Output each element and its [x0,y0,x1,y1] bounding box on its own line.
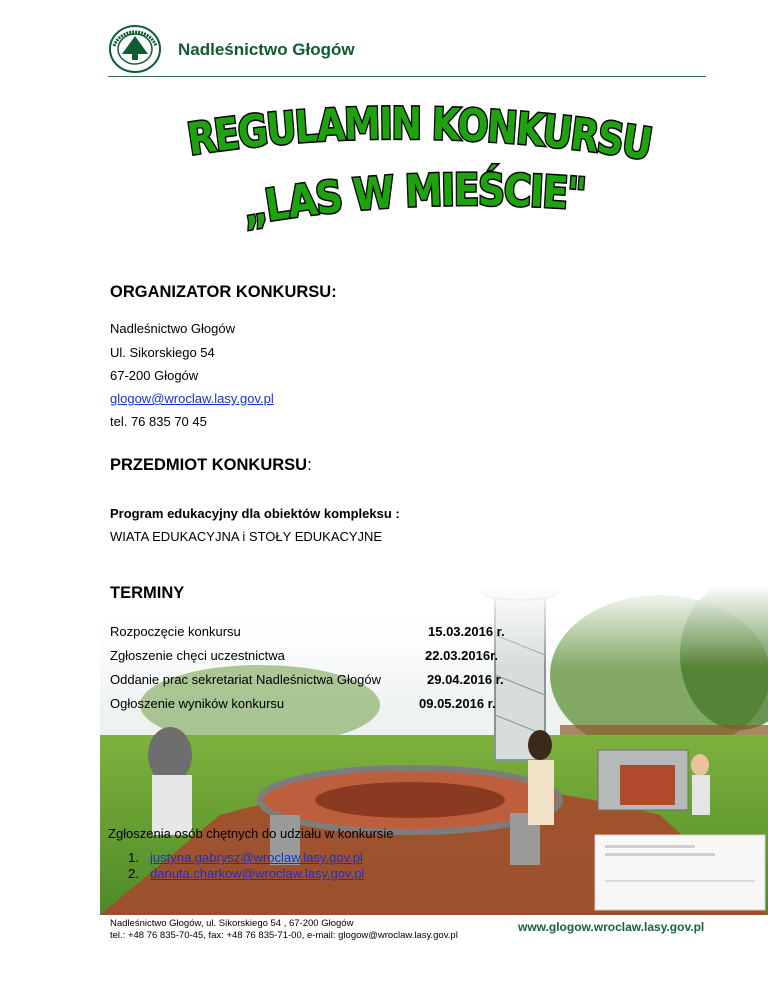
applications-intro: Zgłoszenia osób chętnych do udziału w konkursie [108,826,394,841]
footer-website-link[interactable]: www.glogow.wroclaw.lasy.gov.pl [518,920,705,934]
contact-email-link: justyna.gabrysz@wroclaw.lasy.gov.pl [150,850,363,865]
organizer-phone: tel. 76 835 70 45 [110,414,207,429]
term-label: Oddanie prac sekretariat Nadleśnictwa Głogów [110,672,381,687]
term-date: 22.03.2016r. [425,648,499,663]
footer-address-block [110,918,458,942]
document-title [150,90,670,260]
organizer-street: Ul. Sikorskiego 54 [110,345,215,360]
term-date: 09.05.2016 r. [419,696,496,711]
title-line-1: REGULAMIN KONKURSU [184,98,660,172]
lasy-panstwowe-logo-icon [108,24,162,74]
header-divider [108,76,706,77]
contact-list-item[interactable]: 1. justyna.gabrysz@wroclaw.lasy.gov.pl [128,850,363,865]
term-date: 15.03.2016 r. [428,624,505,639]
term-label: Ogłoszenie wyników konkursu [110,696,285,711]
org-name: Nadleśnictwo Głogów [178,40,355,59]
contact-email-link: danuta.charkow@wroclaw.lasy.gov.pl [150,866,365,881]
subject-items: WIATA EDUKACYJNA i STOŁY EDUKACYJNE [110,529,383,544]
terms-heading: TERMINY [110,584,185,602]
organizer-email-link[interactable]: glogow@wroclaw.lasy.gov.pl [110,391,274,406]
subject-program: Program edukacyjny dla obiektów kompleksu : [110,506,400,521]
subject-heading: PRZEDMIOT KONKURSU: [110,456,312,474]
term-label: Zgłoszenie chęci uczestnictwa [110,648,285,663]
organizer-heading: ORGANIZATOR KONKURSU: [110,283,337,301]
contact-list-item[interactable]: 2. danuta.charkow@wroclaw.lasy.gov.pl [128,866,365,881]
organizer-city: 67-200 Głogów [110,368,199,383]
term-date: 29.04.2016 r. [427,672,504,687]
document-header [108,24,708,80]
organizer-name: Nadleśnictwo Głogów [110,321,236,336]
title-line-2: „LAS W MIEŚCIE" [238,164,590,236]
footer-address: Nadleśnictwo Głogów, ul. Sikorskiego 54 , 67-200 Głogów [110,918,354,929]
term-label: Rozpoczęcie konkursu [110,624,241,639]
footer-contact: tel.: +48 76 835-70-45, fax: +48 76 835-71-00, e-mail: glogow@wroclaw.lasy.gov.pl [110,930,458,941]
